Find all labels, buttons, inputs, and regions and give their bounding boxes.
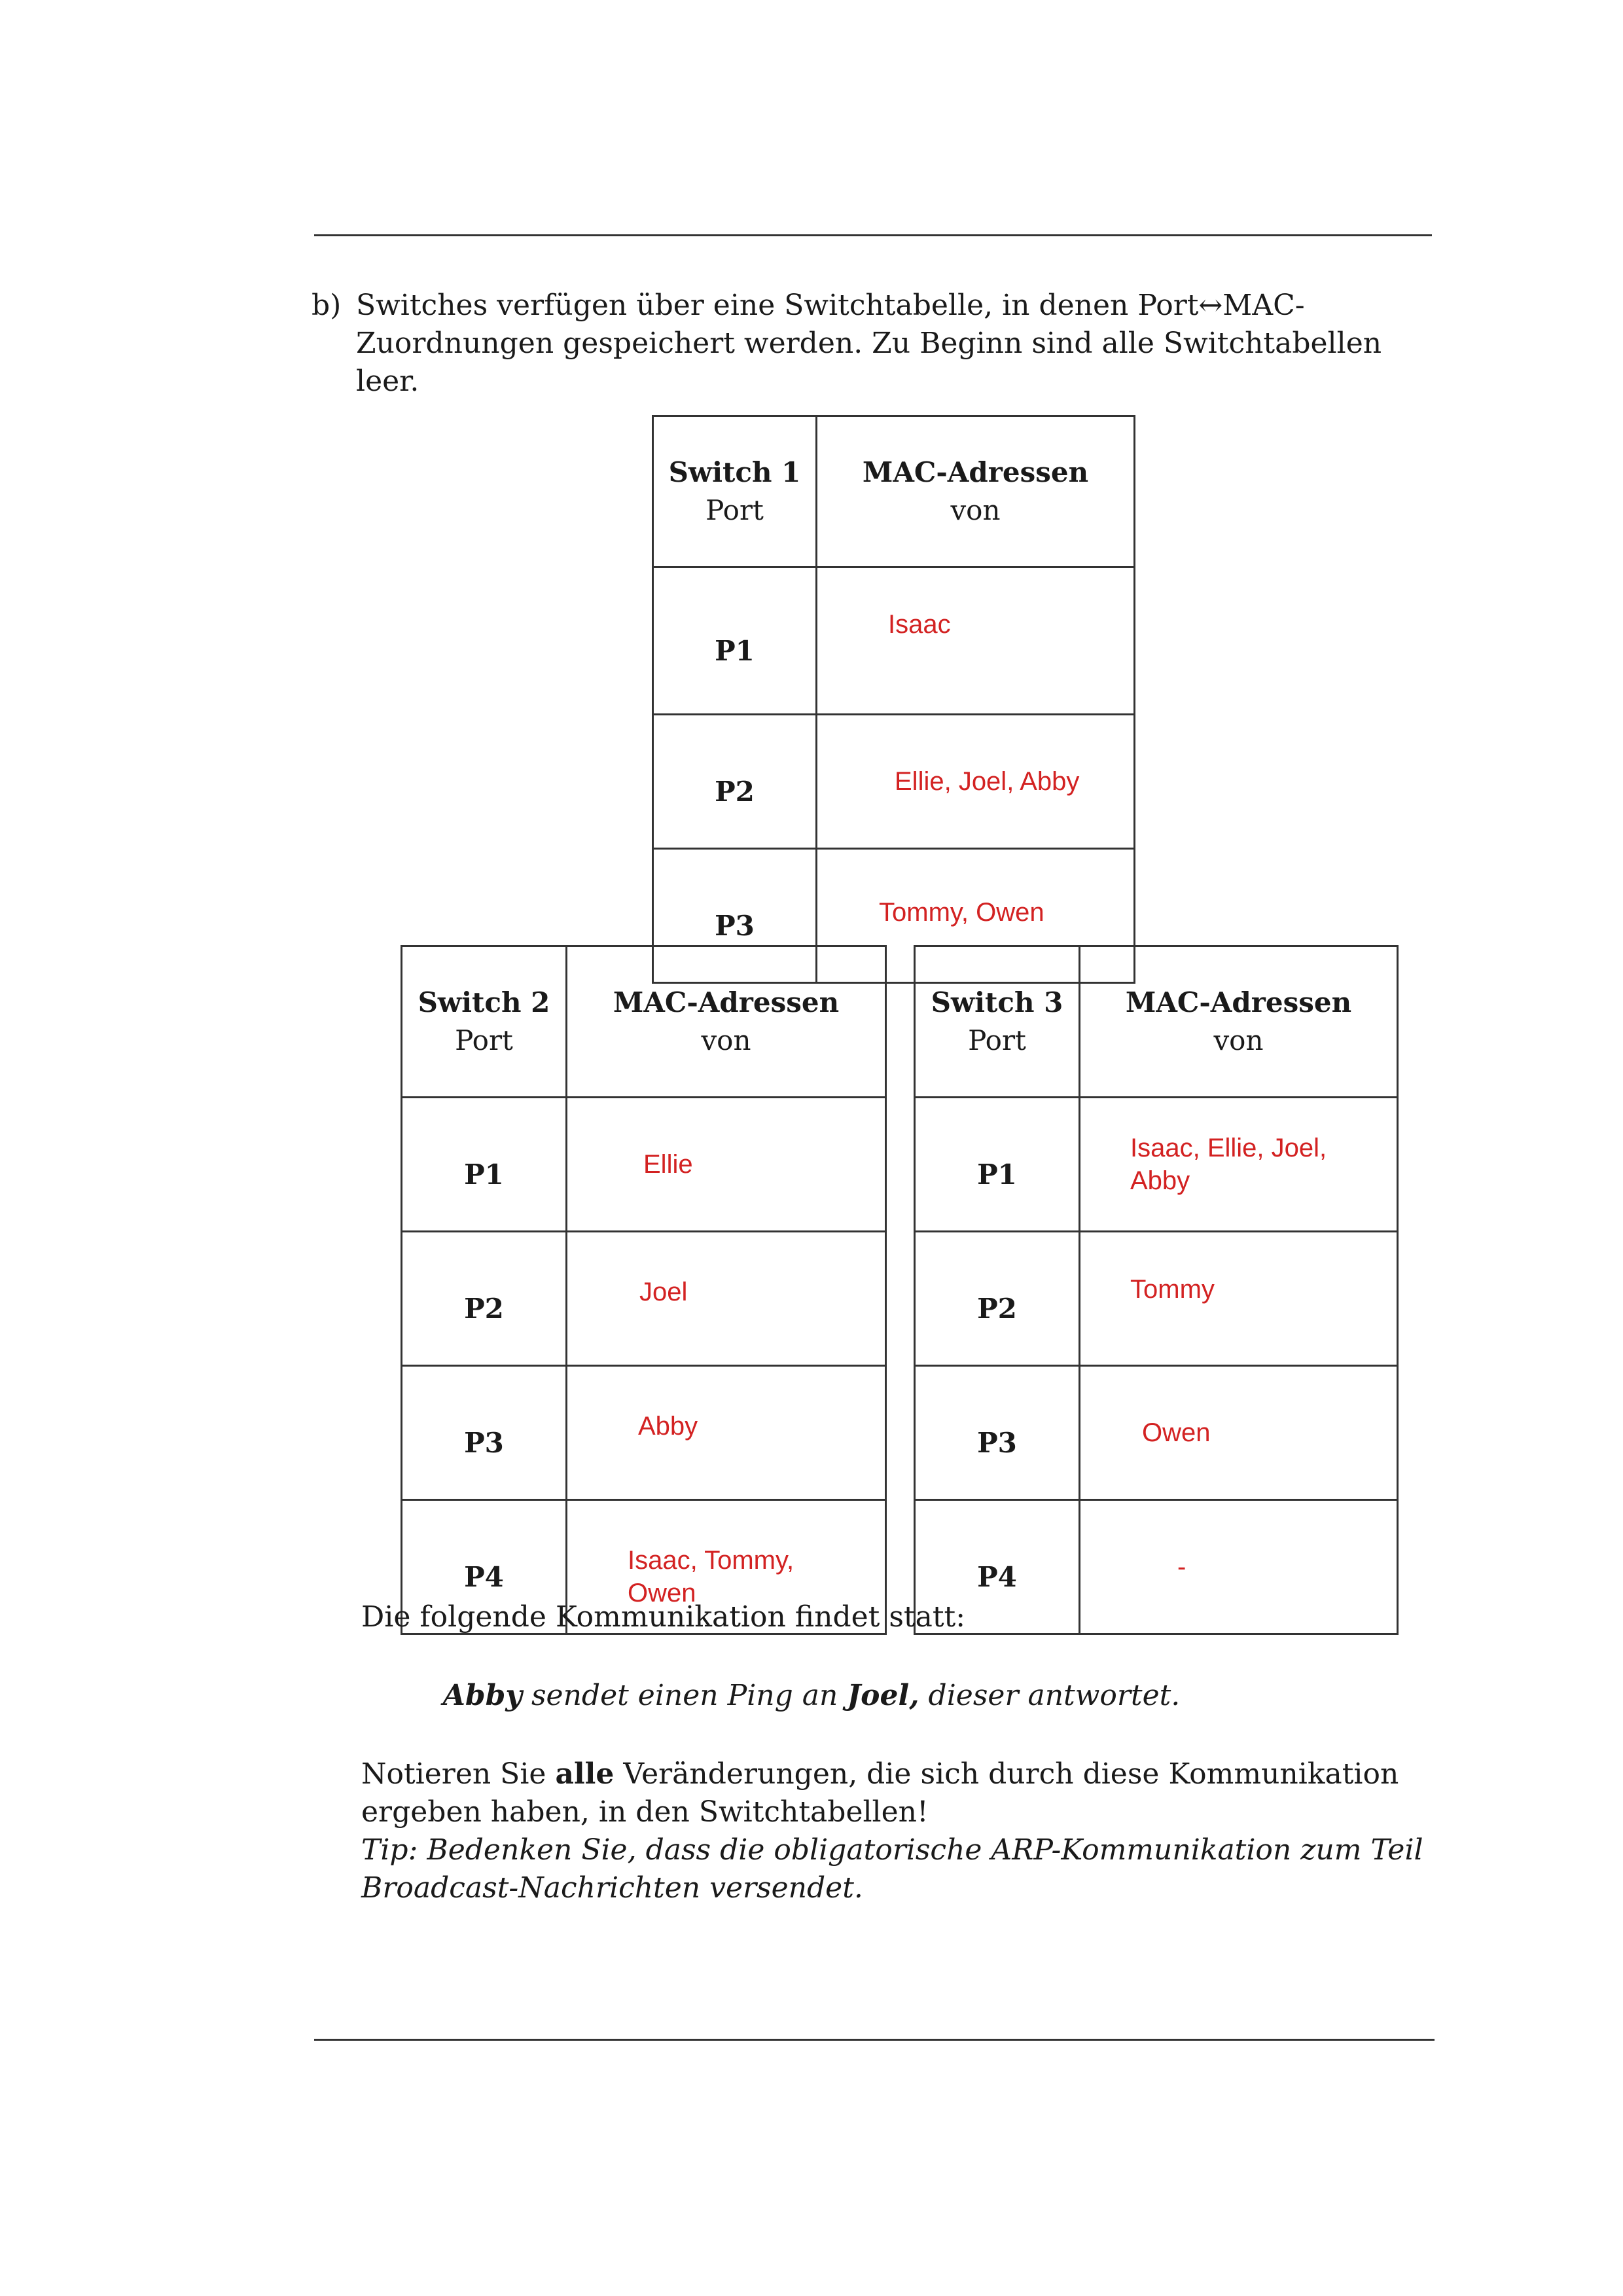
- port-cell: P1: [402, 1098, 567, 1232]
- receiver-name: Joel,: [847, 1679, 919, 1712]
- port-cell: P3: [402, 1366, 567, 1500]
- port-cell: P4: [915, 1500, 1080, 1634]
- mac-cell[interactable]: Ellie, Joel, Abby: [817, 715, 1135, 849]
- communication-event: [0, 1677, 1623, 1715]
- switch-2-title: Switch 2: [418, 986, 550, 1018]
- switch-1-port-header: [653, 416, 817, 567]
- table-row: [402, 1366, 886, 1500]
- mac-cell[interactable]: Tommy: [1080, 1232, 1398, 1366]
- von-label: von: [1213, 1024, 1264, 1056]
- port-cell: P2: [653, 715, 817, 849]
- port-cell: P2: [915, 1232, 1080, 1366]
- mac-cell[interactable]: -: [1080, 1500, 1398, 1634]
- instruction-emphasis: alle: [555, 1757, 615, 1791]
- switch-3-title: Switch 3: [931, 986, 1063, 1018]
- event-tail: dieser antwortet.: [928, 1679, 1181, 1712]
- mac-header: MAC-Adressen: [862, 456, 1089, 488]
- port-cell: P2: [402, 1232, 567, 1366]
- instruction-tip: Tip: Bedenken Sie, dass die obligatorische ARP-Kommunikation zum Teil Broadcast-Nachrichten versendet.: [361, 1833, 1423, 1905]
- table-row: [402, 1098, 886, 1232]
- task-marker: b): [312, 289, 342, 322]
- mac-cell[interactable]: Isaac, Ellie, Joel, Abby: [1080, 1098, 1398, 1232]
- mac-cell[interactable]: Joel: [567, 1232, 886, 1366]
- port-cell: P1: [915, 1098, 1080, 1232]
- port-cell: P4: [402, 1500, 567, 1634]
- port-cell: P1: [653, 567, 817, 715]
- table-row: [402, 1232, 886, 1366]
- table-row: [915, 1232, 1398, 1366]
- switch-1-table: [652, 415, 1135, 984]
- switch-2-port-header: [402, 946, 567, 1098]
- instruction-post: Veränderungen, die sich durch diese Kommunikation ergeben haben, in den Switchtabellen!: [361, 1757, 1399, 1829]
- table-row: [653, 567, 1135, 715]
- port-label: Port: [455, 1024, 513, 1056]
- switch-2-table: [401, 945, 887, 1635]
- switch-3-table: [914, 945, 1399, 1635]
- switch-1-title: Switch 1: [668, 456, 801, 488]
- mac-header: MAC-Adressen: [613, 986, 840, 1018]
- port-cell: P3: [653, 849, 817, 983]
- communication-intro: Die folgende Kommunikation findet statt:: [361, 1600, 966, 1634]
- event-verb: sendet einen Ping an: [531, 1679, 838, 1712]
- switch-3-port-header: [915, 946, 1080, 1098]
- instruction-pre: Notieren Sie: [361, 1757, 546, 1791]
- von-label: von: [701, 1024, 751, 1056]
- task-text: Switches verfügen über eine Switchtabelle, in denen Port↔MAC-Zuordnungen gespeichert werden. Zu Beginn sind alle Switchtabellen leer.: [356, 289, 1382, 398]
- mac-header: MAC-Adressen: [1125, 986, 1352, 1018]
- mac-cell[interactable]: Abby: [567, 1366, 886, 1500]
- mac-cell[interactable]: Isaac: [817, 567, 1135, 715]
- mac-cell[interactable]: Owen: [1080, 1366, 1398, 1500]
- mac-cell[interactable]: Isaac, Tommy, Owen: [567, 1500, 886, 1634]
- mac-cell[interactable]: Tommy, Owen: [817, 849, 1135, 983]
- footer-rule: [314, 2039, 1435, 2041]
- table-row: [915, 1098, 1398, 1232]
- switch-3-mac-header: [1080, 946, 1398, 1098]
- mac-cell[interactable]: Ellie: [567, 1098, 886, 1232]
- table-row: [915, 1366, 1398, 1500]
- port-cell: P3: [915, 1366, 1080, 1500]
- port-label: Port: [968, 1024, 1026, 1056]
- port-label: Port: [705, 494, 764, 526]
- sender-name: Abby: [442, 1679, 522, 1712]
- instruction: [361, 1755, 1437, 1907]
- table-row: [653, 715, 1135, 849]
- switch-2-mac-header: [567, 946, 886, 1098]
- header-rule: [314, 234, 1432, 236]
- von-label: von: [950, 494, 1001, 526]
- switch-1-mac-header: [817, 416, 1135, 567]
- task-b: [312, 287, 1437, 401]
